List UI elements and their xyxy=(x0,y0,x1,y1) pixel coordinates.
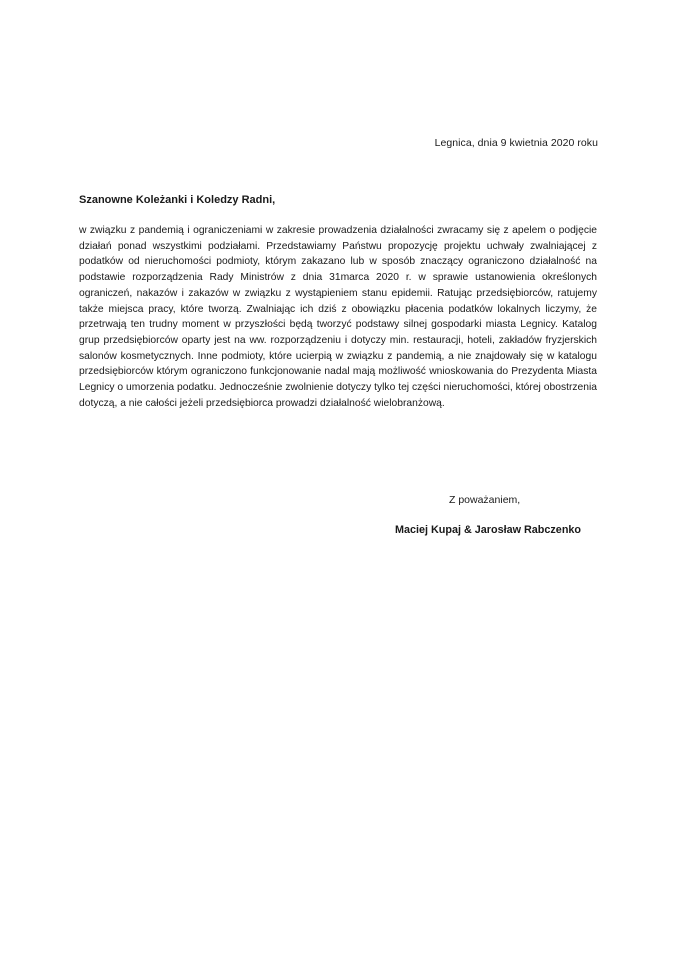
date-line: Legnica, dnia 9 kwietnia 2020 roku xyxy=(434,137,598,149)
signature: Maciej Kupaj & Jarosław Rabczenko xyxy=(395,524,582,536)
closing-phrase: Z poważaniem, xyxy=(449,494,521,506)
letter-body: w związku z pandemią i ograniczeniami w zakresie prowadzenia działalności zwracamy się z apelem o podjęcie działań ponad wszystkimi podziałami. Przedstawiamy Państwu propozycję projektu uchwały zwalniającej z podatków od nieruchomości podmioty, którym zakazano lub w sposób znaczący ograniczono działalność na podstawie rozporządzenia Rady Ministrów z dnia 31marca 2020 r. w sprawie ustanowienia określonych ograniczeń, nakazów i zakazów w związku z wystąpieniem stanu epidemii. Ratując przedsiębiorców, ratujemy także miejsca pracy, które tworzą. Zwalniając ich dziś z obowiązku płacenia podatków lokalnych liczymy, że przetrwają ten trudny moment w przyszłości będą tworzyć podstawy silnej gospodarki miasta Legnicy. Katalog grup przedsiębiorców oparty jest na ww. rozporządzeniu i dotyczy min. restauracji, hoteli, zakładów fryzjerskich salonów kosmetycznych. Inne podmioty, które ucierpią w związku z pandemią, a nie znajdowały się w katalogu przedsiębiorców którym ograniczono funkcjonowanie nadal mają możliwość wnioskowania do Prezydenta Miasta Legnicy o umorzenia podatku. Jednocześnie zwolnienie dotyczy tylko tej części nieruchomości, której obostrzenia dotyczą, a nie całości jeżeli przedsiębiorca prowadzi działalność wielobranżową. xyxy=(79,225,597,409)
salutation: Szanowne Koleżanki i Koledzy Radni, xyxy=(79,194,276,206)
